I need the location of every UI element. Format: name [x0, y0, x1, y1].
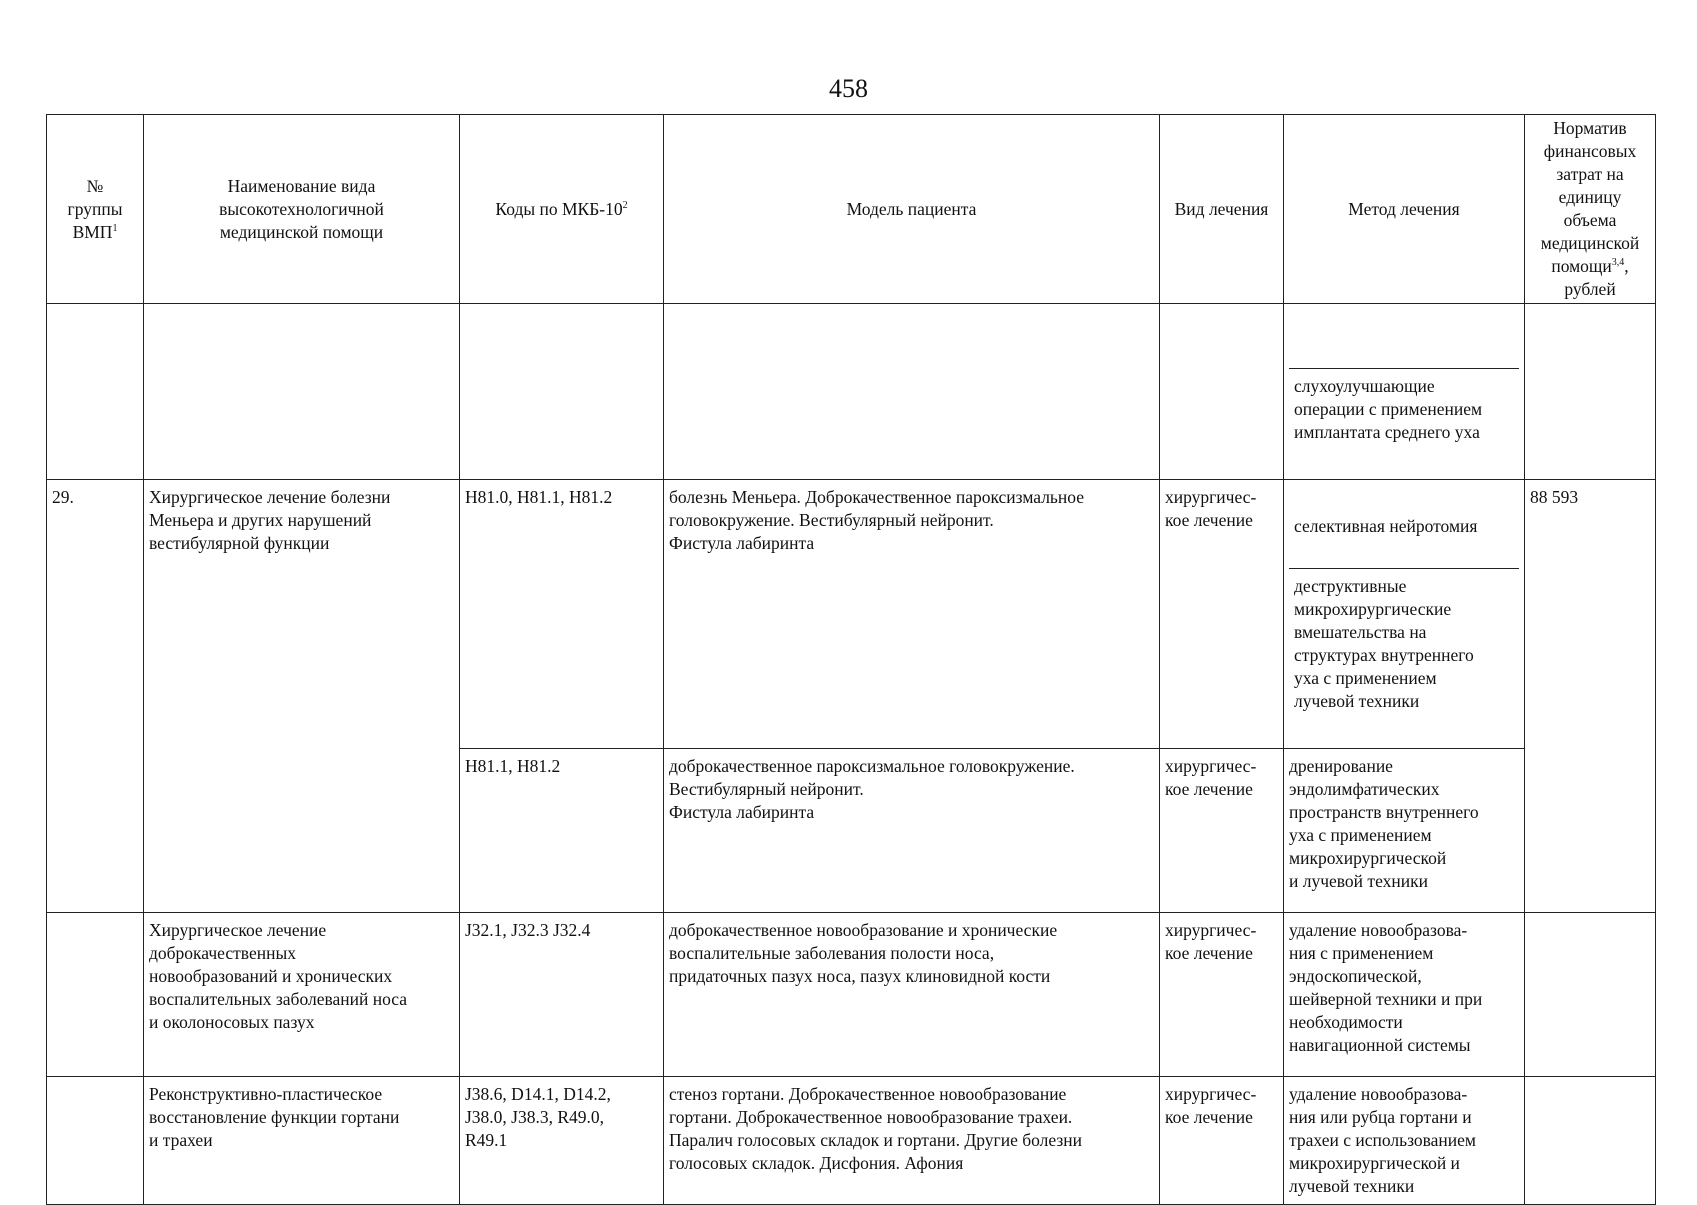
- cell-kind: [1160, 304, 1284, 480]
- cell-norm: 88 593: [1525, 480, 1656, 913]
- header-group: № группы ВМП$^1$: [47, 115, 144, 304]
- cell-codes: H81.0, H81.1, H81.2: [460, 480, 664, 749]
- cell-model: доброкачественное новообразование и хронические воспалительные заболевания полости носа, придаточных пазух носа, пазух клиновидной кости: [664, 913, 1160, 1077]
- page-number: 458: [829, 74, 868, 103]
- header-method: Метод лечения: [1284, 115, 1525, 304]
- cell-method: [1284, 304, 1525, 480]
- header-row: [47, 115, 1656, 304]
- cell-group: 29.: [47, 480, 144, 913]
- vmp-table: [46, 114, 1656, 1205]
- cell-method: дренирование эндолимфатических пространств внутреннего уха с применением микрохирургической и лучевой техники: [1284, 749, 1525, 913]
- cell-kind: хирургичес- кое лечение: [1160, 1077, 1284, 1205]
- cell-kind: хирургичес- кое лечение: [1160, 480, 1284, 749]
- table-row: [47, 1077, 1656, 1205]
- header-model: Модель пациента: [664, 115, 1160, 304]
- cell-norm: [1525, 304, 1656, 480]
- cell-model: болезнь Меньера. Доброкачественное пароксизмальное головокружение. Вестибулярный нейронит. Фистула лабиринта: [664, 480, 1160, 749]
- cell-name: Реконструктивно-пластическое восстановление функции гортани и трахеи: [144, 1077, 460, 1205]
- cell-kind: хирургичес- кое лечение: [1160, 749, 1284, 913]
- table-row: [47, 304, 1656, 480]
- header-norm: Норматив финансовых затрат на единицу объема медицинской помощи$^{3,4}$, рублей: [1525, 115, 1656, 304]
- cell-codes: H81.1, H81.2: [460, 749, 664, 913]
- cell-model: стеноз гортани. Доброкачественное новообразование гортани. Доброкачественное новообразование трахеи. Паралич голосовых складок и гортани. Другие болезни голосовых складок. Дисфония. Афония: [664, 1077, 1160, 1205]
- cell-group: [47, 913, 144, 1077]
- cell-group: [47, 304, 144, 480]
- method-item: слухоулучшающие операции с применением имплантата среднего уха: [1289, 368, 1519, 450]
- cell-codes: J38.6, D14.1, D14.2, J38.0, J38.3, R49.0, R49.1: [460, 1077, 664, 1205]
- cell-codes: J32.1, J32.3 J32.4: [460, 913, 664, 1077]
- cell-model: доброкачественное пароксизмальное головокружение. Вестибулярный нейронит. Фистула лабиринта: [664, 749, 1160, 913]
- method-item: деструктивные микрохирургические вмешательства на структурах внутреннего уха с применением лучевой техники: [1289, 568, 1519, 719]
- cell-norm: [1525, 913, 1656, 1077]
- cell-codes: [460, 304, 664, 480]
- header-name: Наименование вида высокотехнологичной медицинской помощи: [144, 115, 460, 304]
- method-item: селективная нейротомия: [1294, 516, 1478, 536]
- cell-name: Хирургическое лечение болезни Меньера и других нарушений вестибулярной функции: [144, 480, 460, 913]
- table-row: [47, 480, 1656, 749]
- cell-method: удаление новообразова- ния с применением эндоскопической, шейверной техники и при необходимости навигационной системы: [1284, 913, 1525, 1077]
- header-kind: Вид лечения: [1160, 115, 1284, 304]
- cell-group: [47, 1077, 144, 1205]
- header-codes: Коды по МКБ-$10^2$: [460, 115, 664, 304]
- table-row: [47, 913, 1656, 1077]
- cell-method: удаление новообразова- ния или рубца гортани и трахеи с использованием микрохирургической и лучевой техники: [1284, 1077, 1525, 1205]
- cell-name: [144, 304, 460, 480]
- cell-name: Хирургическое лечение доброкачественных новообразований и хронических воспалительных заболеваний носа и околоносовых пазух: [144, 913, 460, 1077]
- cell-model: [664, 304, 1160, 480]
- cell-kind: хирургичес- кое лечение: [1160, 913, 1284, 1077]
- cell-method: [1284, 480, 1525, 749]
- cell-norm: [1525, 1077, 1656, 1205]
